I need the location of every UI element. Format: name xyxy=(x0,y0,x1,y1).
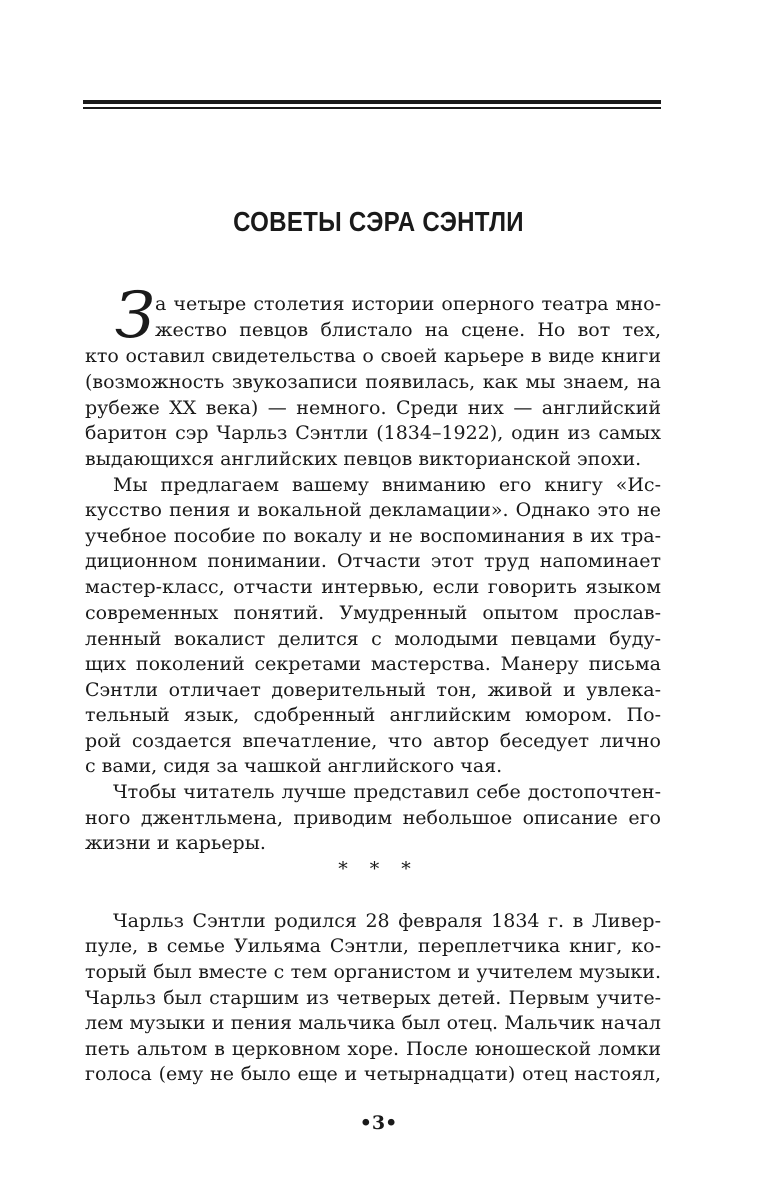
text-line: голоса (ему не было еще и четырнадцати) отец настоял, xyxy=(85,1063,661,1085)
text-line: кусство пения и вокальной декламации». Однако это не xyxy=(85,499,661,521)
text-line: Сэнтли отличает доверительный тон, живой и увлека- xyxy=(85,679,661,701)
text-line: баритон сэр Чарльз Сэнтли (1834–1922), один из самых xyxy=(85,422,661,444)
text-line: щих поколений секретами мастерства. Манеру письма xyxy=(85,653,661,675)
text-line: пуле, в семье Уильяма Сэнтли, переплетчика книг, ко- xyxy=(85,935,661,957)
text-line: (возможность звукозаписи появилась, как мы знаем, на xyxy=(85,371,661,393)
text-line: жизни и карьеры. xyxy=(85,832,266,854)
chapter-title: СОВЕТЫ СЭРА СЭНТЛИ xyxy=(233,206,524,237)
text-line: кто оставил свидетельства о своей карьере в виде книги xyxy=(85,345,661,367)
drop-cap: З xyxy=(115,279,155,353)
text-line: Мы предлагаем вашему вниманию его книгу «Ис- xyxy=(113,474,661,496)
text-line: учебное пособие по вокалу и не воспоминания в их тра- xyxy=(85,525,661,547)
text-line: а четыре столетия истории оперного театра мно- xyxy=(155,293,661,315)
text-line: жество певцов блистало на сцене. Но вот тех, xyxy=(155,319,661,341)
text-line: тельный язык, сдобренный английским юмором. По- xyxy=(85,704,661,726)
text-line: ленный вокалист делится с молодыми певцами буду- xyxy=(85,628,661,650)
text-line: рой создается впечатление, что автор беседует лично xyxy=(85,730,661,752)
text-line: петь альтом в церковном хоре. После юношеской ломки xyxy=(85,1038,661,1060)
text-line: лем музыки и пения мальчика был отец. Мальчик начал xyxy=(85,1012,661,1034)
page-number: •3• xyxy=(359,1112,398,1134)
text-line: мастер-класс, отчасти интервью, если говорить языком xyxy=(85,576,661,598)
text-line: Чтобы читатель лучше представил себе достопочтен- xyxy=(113,781,661,803)
text-line: диционном понимании. Отчасти этот труд напоминает xyxy=(85,550,661,572)
text-line: Чарльз Сэнтли родился 28 февраля 1834 г. в Ливер- xyxy=(113,910,661,932)
text-line: рубеже XX века) — немного. Среди них — английский xyxy=(85,397,661,419)
header-rule-thin xyxy=(83,107,661,109)
text-line: с вами, сидя за чашкой английского чая. xyxy=(85,755,503,777)
text-line: выдающихся английских певцов викторианской эпохи. xyxy=(85,448,642,470)
header-rule-thick xyxy=(83,100,661,104)
text-line: современных понятий. Умудренный опытом прослав- xyxy=(85,602,661,624)
section-separator: * * * xyxy=(338,858,419,880)
text-line: ного джентльмена, приводим небольшое описание его xyxy=(85,807,661,829)
text-line: Чарльз был старшим из четверых детей. Первым учите- xyxy=(85,987,661,1009)
text-line: торый был вместе с тем органистом и учителем музыки. xyxy=(85,961,661,983)
